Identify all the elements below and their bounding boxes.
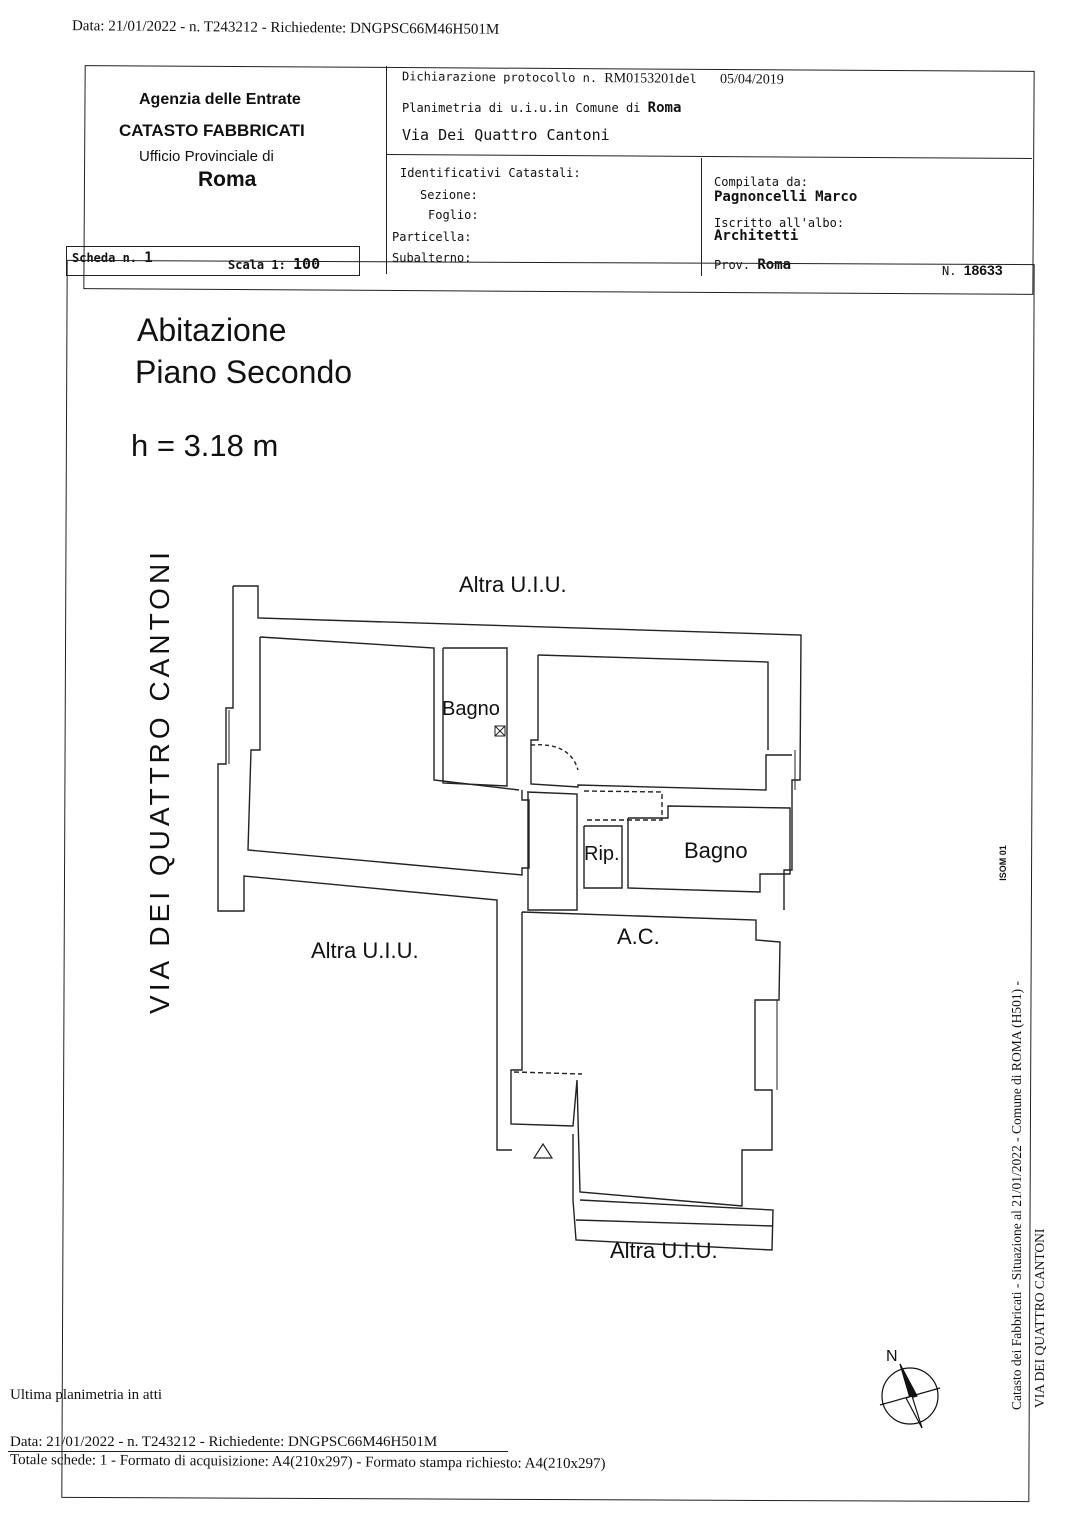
albo-label: Iscritto all'albo: <box>714 216 845 230</box>
footer-line-3: Totale schede: 1 - Formato di acquisizione: A4(210x297) - Formato stampa richiesto: A4(210x297) <box>9 1452 606 1473</box>
footer-line-1: Ultima planimetria in atti <box>10 1387 163 1403</box>
plan-title-1: Abitazione <box>137 312 287 348</box>
footer-line-2: Data: 21/01/2022 - n. T243212 - Richiedente: DNGPSC66M46H501M <box>10 1434 438 1450</box>
label-altra-bottom: Altra U.I.U. <box>610 1238 718 1263</box>
wall-ac <box>511 912 780 1206</box>
wall-outer-west <box>218 586 512 1150</box>
declaration-label: Dichiarazione protocollo n. <box>401 69 598 86</box>
label-bagno-2: Bagno <box>684 838 748 863</box>
agency-line3: Ufficio Provinciale di <box>139 148 274 165</box>
albo-value: Architetti <box>714 228 799 244</box>
wall-corridor <box>527 792 577 910</box>
street-name: VIA DEI QUATTRO CANTONI <box>144 548 175 1014</box>
door-arc <box>531 745 578 770</box>
sezione-label: Sezione: <box>420 188 478 202</box>
compass-icon <box>880 1364 940 1428</box>
agency-line1: Agenzia delle Entrate <box>139 91 301 108</box>
planimetria-label: Planimetria di u.i.u.in Comune di <box>402 101 641 115</box>
plan-title-2: Piano Secondo <box>135 354 353 390</box>
wall-ac-dashed <box>514 1072 582 1074</box>
del-label: del <box>675 71 697 86</box>
agency-line2: CATASTO FABBRICATI <box>119 121 305 140</box>
label-bagno-1: Bagno <box>442 698 500 720</box>
scheda-value: 1 <box>144 250 153 266</box>
side-line-2: VIA DEI QUATTRO CANTONI <box>1032 1228 1047 1408</box>
prov-label: Prov. <box>714 258 751 272</box>
entrance-triangle <box>534 1144 552 1158</box>
compiled-label: Compilata da: <box>714 175 808 189</box>
subalterno-label: Subalterno: <box>392 251 472 265</box>
wall-east-room-top <box>538 655 768 750</box>
wall-south-2 <box>576 1220 772 1226</box>
wall-south <box>573 1134 773 1250</box>
foglio-label: Foglio: <box>428 208 479 222</box>
label-altra-top: Altra U.I.U. <box>459 572 567 597</box>
label-ac: A.C. <box>617 924 660 949</box>
scala-label: Scala 1: <box>228 258 286 272</box>
agency-line4: Roma <box>198 168 257 191</box>
particella-label: Particella: <box>392 230 472 244</box>
compiled-name: Pagnoncelli Marco <box>714 189 858 205</box>
scala-value: 100 <box>293 255 321 273</box>
n-label: N. <box>942 264 957 278</box>
wall-east-room <box>531 655 792 790</box>
prov-value: Roma <box>757 257 792 273</box>
identificativi-title: Identificativi Catastali: <box>400 166 581 180</box>
label-rip: Rip. <box>584 843 620 865</box>
side-line-1: Catasto dei Fabbricati - Situazione al 21/01/2022 - Comune di ROMA (H501) - <box>1009 981 1024 1410</box>
side-stamp: ISOM 01 <box>997 845 1008 881</box>
address: Via Dei Quattro Cantoni <box>402 126 610 144</box>
label-altra-left: Altra U.I.U. <box>311 938 419 963</box>
north-label: N <box>886 1348 898 1365</box>
footer-rule <box>8 1451 508 1452</box>
plan-height: h = 3.18 m <box>131 428 279 463</box>
wall-mid-dashed <box>584 791 662 820</box>
protocol-number: RM0153201 <box>604 71 676 87</box>
exhaust-symbol <box>495 726 505 736</box>
scheda-label: Scheda n. <box>72 251 138 265</box>
n-value: 18633 <box>963 262 1003 278</box>
protocol-date: 05/04/2019 <box>719 72 784 88</box>
top-header: Data: 21/01/2022 - n. T243212 - Richiedente: DNGPSC66M46H501M <box>71 18 500 38</box>
comune: Roma <box>647 100 682 116</box>
wall-inner-west-room <box>248 637 529 875</box>
